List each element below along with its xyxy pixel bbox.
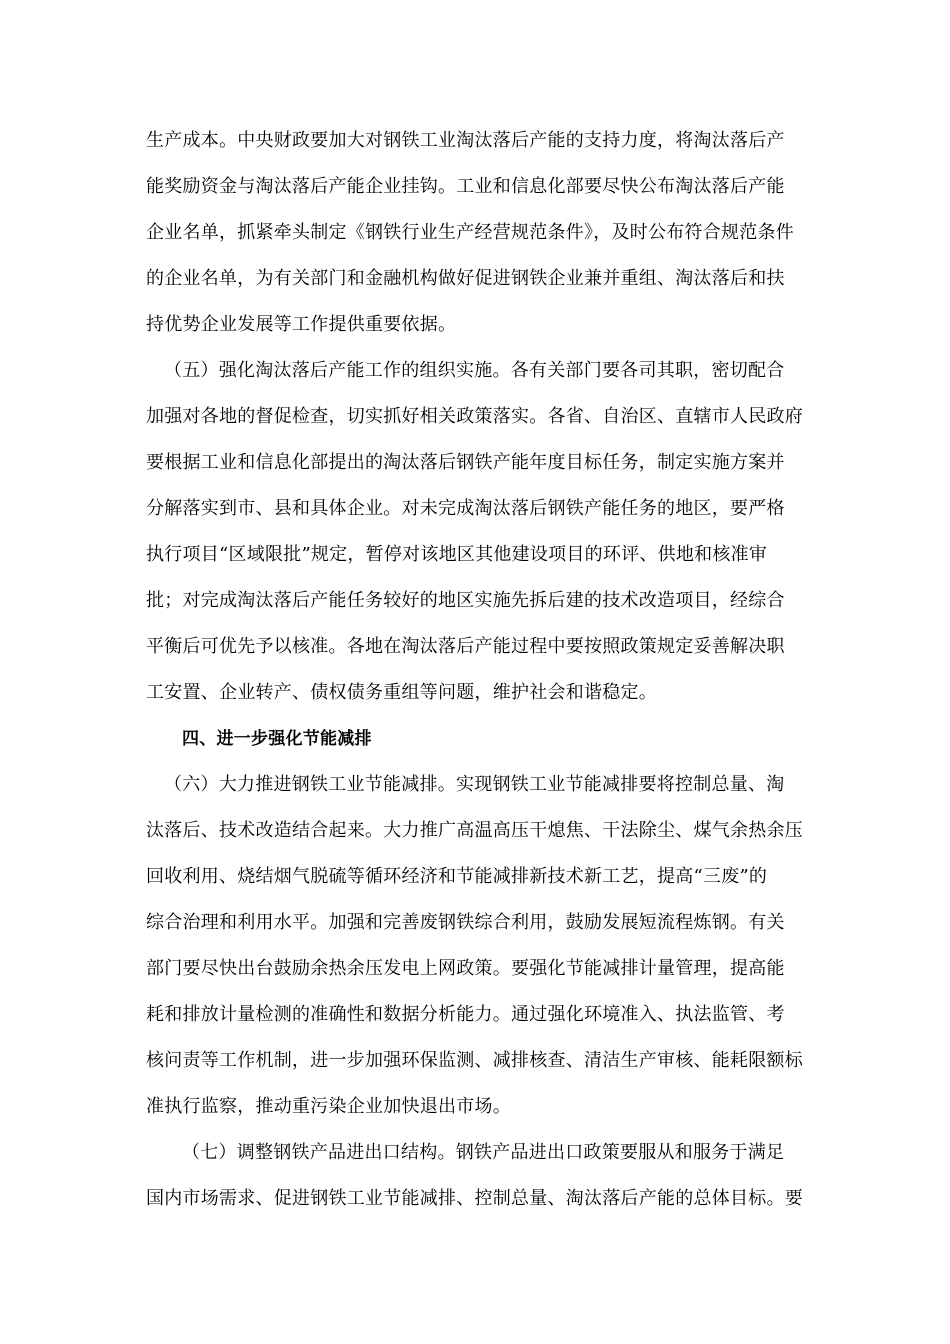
text-line: 企业名单，抓紧牵头制定《钢铁行业生产经营规范条件》，及时公布符合规范条件 xyxy=(146,222,794,243)
text-line: 部门要尽快出台鼓励余热余压发电上网政策。要强化节能减排计量管理，提高能 xyxy=(146,958,785,979)
paragraph-start-line: （五）强化淘汰落后产能工作的组织实施。各有关部门要各司其职，密切配合 xyxy=(164,360,785,381)
text-line: 生产成本。中央财政要加大对钢铁工业淘汰落后产能的支持力度，将淘汰落后产 xyxy=(146,130,785,151)
section-heading: 四、进一步强化节能减排 xyxy=(182,729,372,749)
text-line: 工安置、企业转产、债权债务重组等问题，维护社会和谐稳定。 xyxy=(146,682,657,703)
text-line: 分解落实到市、县和具体企业。对未完成淘汰落后钢铁产能任务的地区，要严格 xyxy=(146,498,785,519)
text-line: 能奖励资金与淘汰落后产能企业挂钩。工业和信息化部要尽快公布淘汰落后产能 xyxy=(146,176,785,197)
text-line: 的企业名单，为有关部门和金融机构做好促进钢铁企业兼并重组、淘汰落后和扶 xyxy=(146,268,785,289)
text-line: 汰落后、技术改造结合起来。大力推广高温高压干熄焦、干法除尘、煤气余热余压 xyxy=(146,820,803,841)
text-line: 批；对完成淘汰落后产能任务较好的地区实施先拆后建的技术改造项目，经综合 xyxy=(146,590,785,611)
text-line: 执行项目“区域限批”规定，暂停对该地区其他建设项目的环评、供地和核准审 xyxy=(146,544,768,565)
text-line: 国内市场需求、促进钢铁工业节能减排、控制总量、淘汰落后产能的总体目标。要 xyxy=(146,1188,803,1209)
text-line: 平衡后可优先予以核准。各地在淘汰落后产能过程中要按照政策规定妥善解决职 xyxy=(146,636,785,657)
text-line: 核问责等工作机制，进一步加强环保监测、减排核查、清洁生产审核、能耗限额标 xyxy=(146,1050,803,1071)
text-line: 要根据工业和信息化部提出的淘汰落后钢铁产能年度目标任务，制定实施方案并 xyxy=(146,452,785,473)
text-line: 耗和排放计量检测的准确性和数据分析能力。通过强化环境准入、执法监管、考 xyxy=(146,1004,785,1025)
text-line: 准执行监察，推动重污染企业加快退出市场。 xyxy=(146,1096,511,1117)
text-line: 加强对各地的督促检查，切实抓好相关政策落实。各省、自治区、直辖市人民政府 xyxy=(146,406,803,427)
paragraph-start-line: （七）调整钢铁产品进出口结构。钢铁产品进出口政策要服从和服务于满足 xyxy=(182,1142,785,1163)
text-line: 持优势企业发展等工作提供重要依据。 xyxy=(146,314,457,335)
text-line: 综合治理和利用水平。加强和完善废钢铁综合利用，鼓励发展短流程炼钢。有关 xyxy=(146,912,785,933)
text-line: 回收利用、烧结烟气脱硫等循环经济和节能减排新技术新工艺，提高“三废”的 xyxy=(146,866,768,887)
paragraph-start-line: （六）大力推进钢铁工业节能减排。实现钢铁工业节能减排要将控制总量、淘 xyxy=(164,774,785,795)
